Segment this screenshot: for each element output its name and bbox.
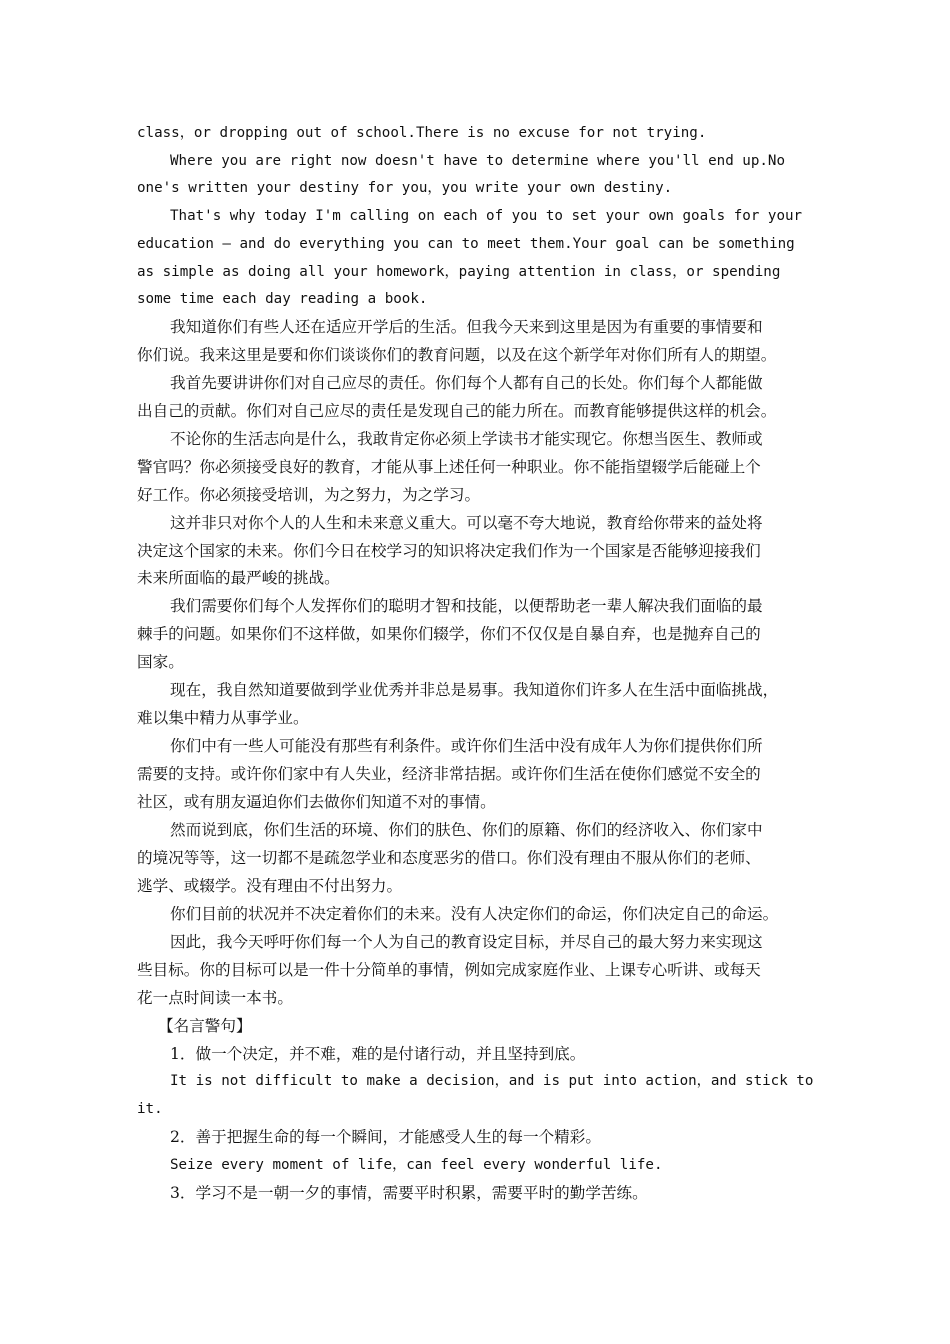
text-line: 现在，我自然知道要做到学业优秀并非总是易事。我知道你们许多人在生活中面临挑战， [170,681,779,699]
text-line: 你们说。我来这里是要和你们谈谈你们的教育问题，以及在这个新学年对你们所有人的期望。 [137,346,777,364]
text-line: That's why today I'm calling on each of you to set your own goals for your [170,208,803,224]
text-line: 难以集中精力从事学业。 [137,709,309,727]
text-line: 好工作。你必须接受培训，为之努力，为之学习。 [137,486,481,504]
section-heading: 【名言警句】 [158,1017,252,1035]
text-line: 我知道你们有些人还在适应开学后的生活。但我今天来到这里是因为有重要的事情要和 [170,318,763,336]
text-line: 我首先要讲讲你们对自己应尽的责任。你们每个人都有自己的长处。你们每个人都能做 [170,374,763,392]
text-line: 我们需要你们每个人发挥你们的聪明才智和技能，以便帮助老一辈人解决我们面临的最 [170,597,763,615]
quote-zh: 1．做一个决定，并不难，难的是付诸行动，并且坚持到底。 [170,1045,586,1063]
quote-zh: 2．善于把握生命的每一个瞬间，才能感受人生的每一个精彩。 [170,1128,601,1146]
text-line: Where you are right now doesn't have to determine where you'll end up.No [170,153,785,169]
text-line: 警官吗？你必须接受良好的教育，才能从事上述任何一种职业。你不能指望辍学后能碰上个 [137,458,761,476]
text-line: class，or dropping out of school.There is no excuse for not trying. [137,125,707,141]
text-line: 国家。 [137,653,184,671]
text-line: education — and do everything you can to meet them.Your goal can be something [137,236,795,252]
text-line: 些目标。你的目标可以是一件十分简单的事情，例如完成家庭作业、上课专心听讲、或每天 [137,961,761,979]
text-line: 这并非只对你个人的人生和未来意义重大。可以毫不夸大地说，教育给你带来的益处将 [170,514,763,532]
text-line: 未来所面临的最严峻的挑战。 [137,569,340,587]
text-line: some time each day reading a book. [137,291,428,307]
text-line: 需要的支持。或许你们家中有人失业，经济非常拮据。或许你们生活在使你们感觉不安全的 [137,765,761,783]
text-line: one's written your destiny for you，you write your own destiny. [137,180,673,196]
text-line: 花一点时间读一本书。 [137,989,293,1007]
quote-en: Seize every moment of life，can feel every wonderful life. [170,1157,663,1173]
text-line: 社区，或有朋友逼迫你们去做你们知道不对的事情。 [137,793,496,811]
quote-en: It is not difficult to make a decision，and is put into action，and stick to [170,1073,814,1089]
text-line: as simple as doing all your homework，paying attention in class，or spending [137,264,781,280]
text-line: 的境况等等，这一切都不是疏忽学业和态度恶劣的借口。你们没有理由不服从你们的老师、 [137,849,761,867]
text-line: 决定这个国家的未来。你们今日在校学习的知识将决定我们作为一个国家是否能够迎接我们 [137,542,761,560]
text-line: 不论你的生活志向是什么，我敢肯定你必须上学读书才能实现它。你想当医生、教师或 [170,430,763,448]
quote-zh: 3．学习不是一朝一夕的事情，需要平时积累，需要平时的勤学苦练。 [170,1184,648,1202]
text-line: 出自己的贡献。你们对自己应尽的责任是发现自己的能力所在。而教育能够提供这样的机会。 [137,402,777,420]
quote-en: it. [137,1101,163,1117]
text-line: 棘手的问题。如果你们不这样做，如果你们辍学，你们不仅仅是自暴自弃，也是抛弃自己的 [137,625,761,643]
text-line: 你们目前的状况并不决定着你们的未来。没有人决定你们的命运，你们决定自己的命运。 [170,905,779,923]
text-line: 逃学、或辍学。没有理由不付出努力。 [137,877,403,895]
text-line: 你们中有一些人可能没有那些有利条件。或许你们生活中没有成年人为你们提供你们所 [170,737,763,755]
text-line: 因此，我今天呼吁你们每一个人为自己的教育设定目标，并尽自己的最大努力来实现这 [170,933,763,951]
text-line: 然而说到底，你们生活的环境、你们的肤色、你们的原籍、你们的经济收入、你们家中 [170,821,763,839]
